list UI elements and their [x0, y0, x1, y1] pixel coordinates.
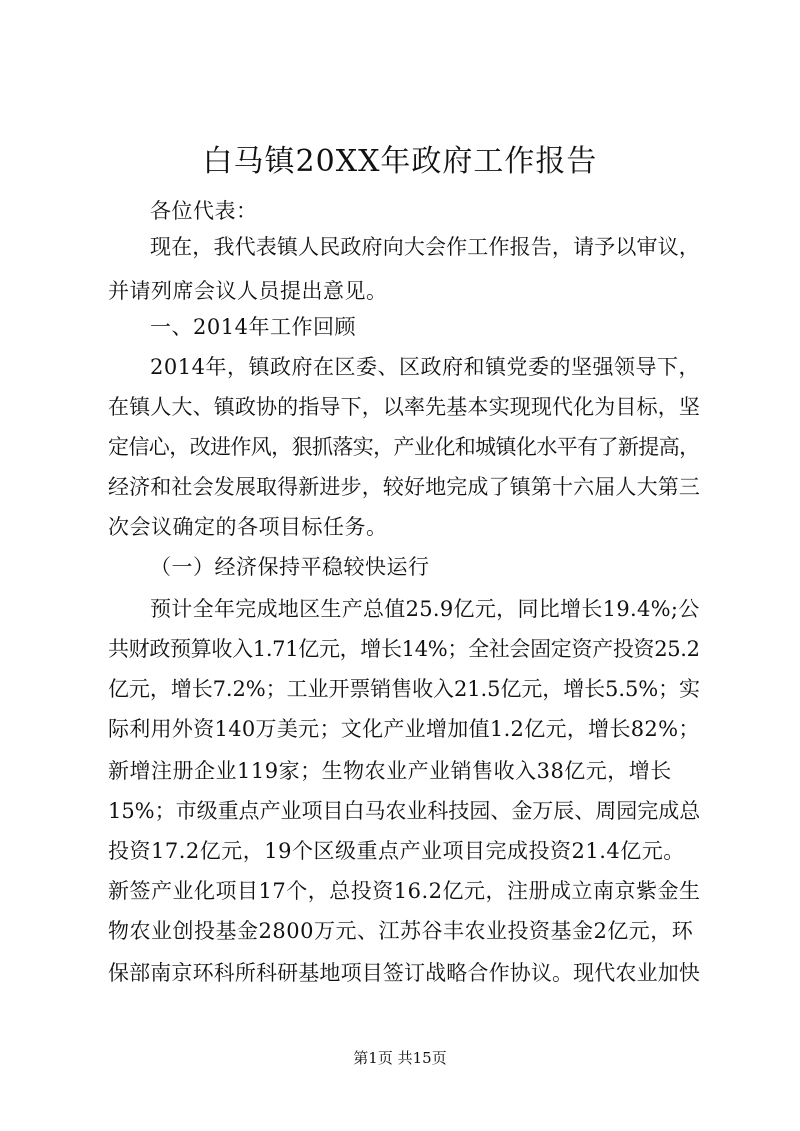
paragraph-line: 新增注册企业119家；生物农业产业销售收入38亿元，增长 [108, 759, 672, 783]
salutation: 各位代表： [150, 199, 258, 223]
paragraph-line: 物农业创投基金2800万元、江苏谷丰农业投资基金2亿元，环 [108, 919, 694, 943]
paragraph-line: 2014年，镇政府在区委、区政府和镇党委的坚强领导下， [150, 355, 700, 379]
paragraph-line: 亿元，增长7.2%；工业开票销售收入21.5亿元，增长5.5%；实 [108, 677, 700, 701]
paragraph-line: 在镇人大、镇政协的指导下，以率先基本实现现代化为目标，坚 [108, 395, 700, 419]
paragraph-line: 投资17.2亿元，19个区级重点产业项目完成投资21.4亿元。 [108, 839, 685, 863]
paragraph-line: 经济和社会发展取得新进步，较好地完成了镇第十六届人大第三 [108, 475, 700, 499]
paragraph-line: 次会议确定的各项目标任务。 [108, 515, 388, 539]
section-heading: 一、2014年工作回顾 [150, 315, 356, 339]
paragraph-line: 际利用外资140万美元；文化产业增加值1.2亿元，增长82%； [108, 717, 700, 741]
paragraph-line: 预计全年完成地区生产总值25.9亿元，同比增长19.4%;公 [150, 597, 700, 621]
paragraph-line: 现在，我代表镇人民政府向大会作工作报告，请予以审议， [150, 235, 700, 259]
paragraph-line: 15%；市级重点产业项目白马农业科技园、金万辰、周园完成总 [108, 799, 701, 823]
paragraph-line: 保部南京环科所科研基地项目签订战略合作协议。现代农业加快 [108, 961, 700, 985]
paragraph-line: 共财政预算收入1.71亿元，增长14%；全社会固定资产投资25.2 [108, 637, 700, 661]
document-title: 白马镇20XX年政府工作报告 [202, 144, 598, 179]
subsection-heading: （一）经济保持平稳较快运行 [150, 555, 430, 579]
paragraph-line: 新签产业化项目17个，总投资16.2亿元，注册成立南京紫金生 [108, 879, 701, 903]
paragraph-line: 定信心，改进作风，狠抓落实，产业化和城镇化水平有了新提高， [108, 435, 700, 459]
paragraph-line: 并请列席会议人员提出意见。 [108, 279, 388, 303]
page-footer: 第1页 共15页 [353, 1049, 447, 1067]
